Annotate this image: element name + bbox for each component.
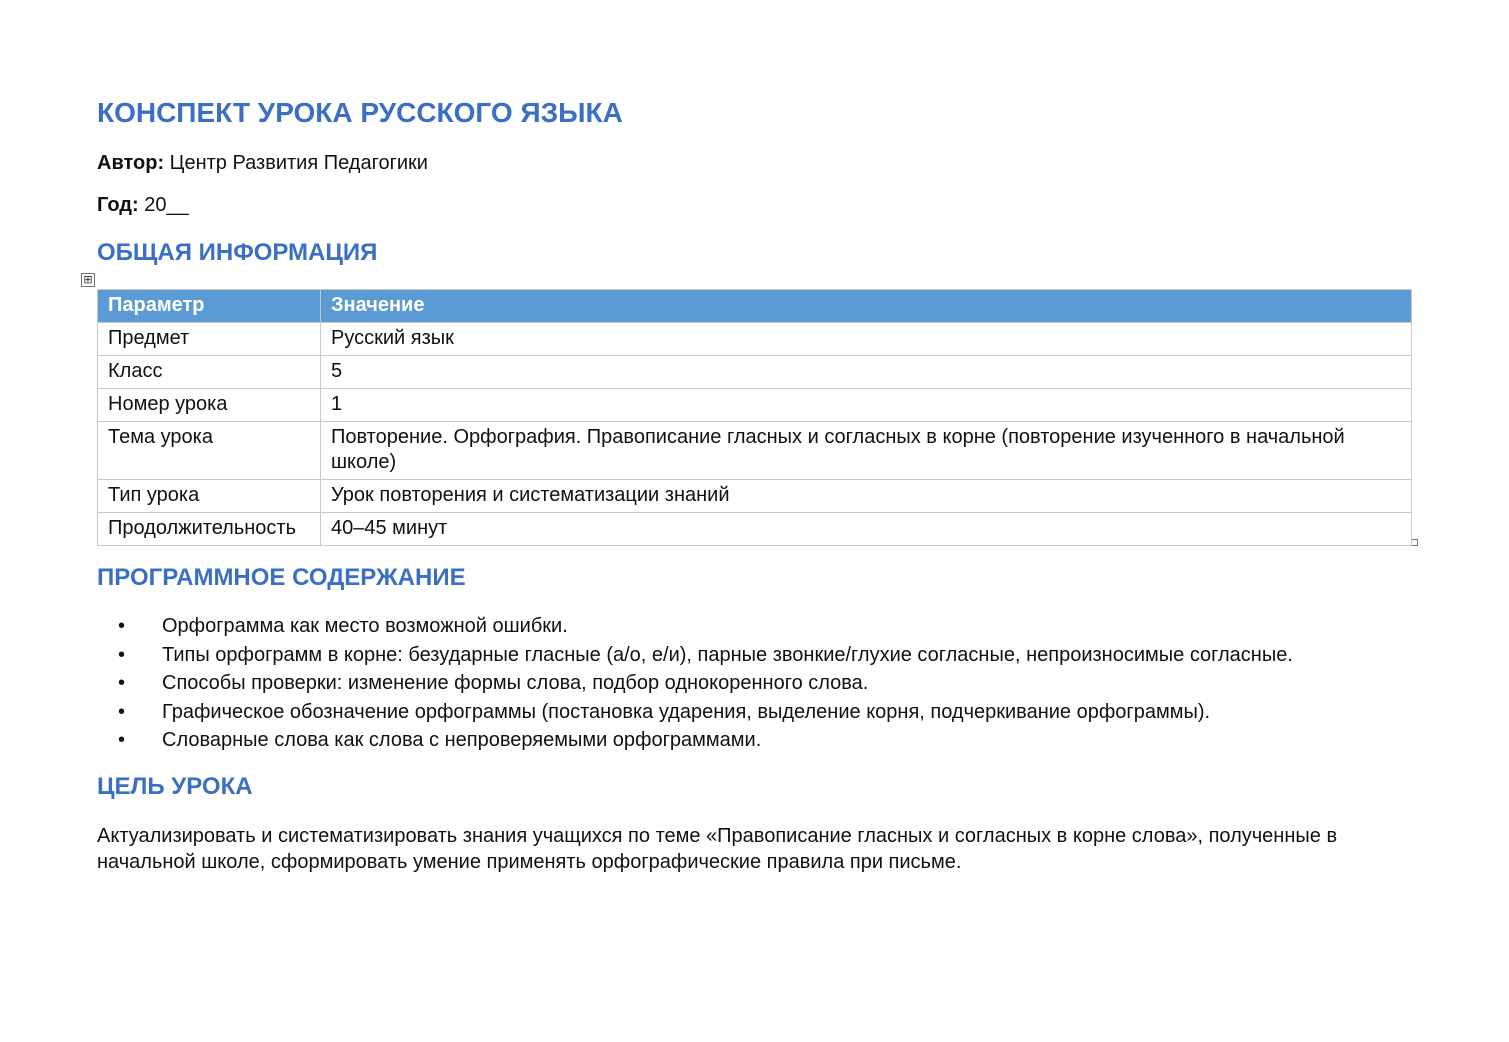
table-row	[98, 513, 1412, 546]
section-heading-general: ОБЩАЯ ИНФОРМАЦИЯ	[97, 239, 378, 266]
table-header-row	[98, 290, 1412, 323]
author-label: Автор:	[97, 152, 165, 174]
general-info-table	[97, 289, 1412, 546]
table-resize-handle[interactable]	[1411, 539, 1418, 546]
table-cell-value: 1	[321, 389, 1412, 422]
author-value: Центр Развития Педагогики	[169, 152, 428, 174]
table-cell-parameter: Продолжительность	[98, 513, 321, 546]
table-row	[98, 323, 1412, 356]
list-item-text: Словарные слова как слова с непроверяемыми орфограммами.	[162, 729, 762, 751]
table-row	[98, 480, 1412, 513]
list-item	[97, 726, 1293, 755]
table-row	[98, 356, 1412, 389]
list-item	[97, 641, 1293, 670]
table-cell-value: 5	[321, 356, 1412, 389]
bullet-icon: •	[118, 729, 126, 751]
list-item-text: Способы проверки: изменение формы слова, подбор однокоренного слова.	[162, 672, 869, 694]
section-heading-goal: ЦЕЛЬ УРОКА	[97, 773, 253, 800]
table-move-handle-icon[interactable]: ⊞	[81, 273, 95, 287]
year-value: 20__	[144, 194, 189, 216]
table-header-cell: Значение	[321, 290, 1412, 323]
year-line	[97, 192, 189, 218]
table-cell-parameter: Предмет	[98, 323, 321, 356]
table-cell-value: 40–45 минут	[321, 513, 1412, 546]
list-item	[97, 612, 1293, 641]
year-label: Год:	[97, 194, 139, 216]
program-content-list	[97, 612, 1293, 755]
list-item-text: Графическое обозначение орфограммы (постановка ударения, выделение корня, подчеркивание орфограммы).	[162, 700, 1211, 723]
bullet-icon: •	[118, 672, 126, 694]
list-item-text: Типы орфограмм в корне: безударные гласные (а/о, е/и), парные звонкие/глухие согласные, непроизносимые согласные.	[162, 643, 1293, 666]
bullet-icon: •	[118, 700, 126, 723]
table-cell-parameter: Тема урока	[98, 422, 321, 480]
table-cell-value: Русский язык	[321, 323, 1412, 356]
table-cell-value: Урок повторения и систематизации знаний	[321, 480, 1412, 513]
table-header-cell: Параметр	[98, 290, 321, 323]
list-item	[97, 669, 1293, 698]
bullet-icon: •	[118, 615, 126, 637]
list-item-text: Орфограмма как место возможной ошибки.	[162, 615, 568, 637]
section-heading-program: ПРОГРАММНОЕ СОДЕРЖАНИЕ	[97, 564, 466, 591]
table-cell-parameter: Тип урока	[98, 480, 321, 513]
table-cell-parameter: Номер урока	[98, 389, 321, 422]
document-title: КОНСПЕКТ УРОКА РУССКОГО ЯЗЫКА	[97, 97, 623, 128]
table-row	[98, 389, 1412, 422]
table-row	[98, 422, 1412, 480]
table-cell-value: Повторение. Орфография. Правописание гласных и согласных в корне (повторение изученного в начальной школе)	[321, 422, 1412, 480]
author-line	[97, 150, 428, 176]
table-cell-parameter: Класс	[98, 356, 321, 389]
goal-paragraph: Актуализировать и систематизировать знания учащихся по теме «Правописание гласных и согласных в корне слова», полученные в начальной школе, сформировать умение применять орфографические правила при письме.	[97, 825, 1338, 873]
bullet-icon: •	[118, 643, 126, 666]
list-item	[97, 698, 1293, 727]
